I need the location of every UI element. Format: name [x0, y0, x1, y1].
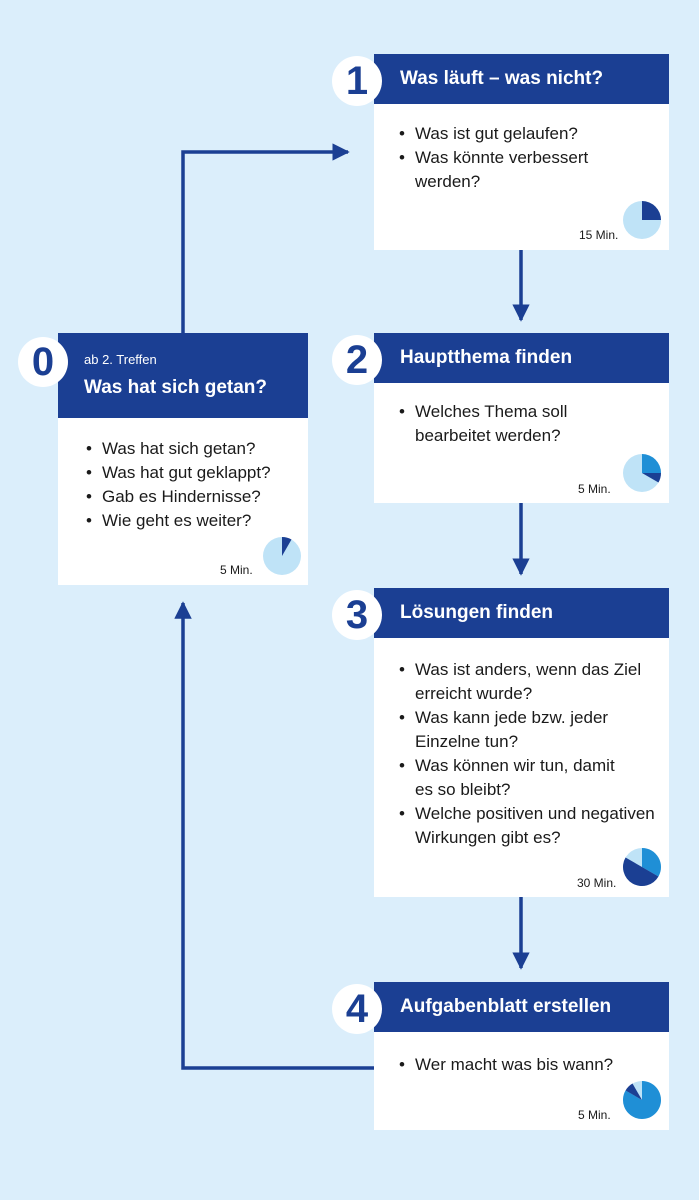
step-3-bullet: • Was ist anders, wenn das Ziel erreicht wurde? [399, 658, 645, 706]
step-2-number-badge: 2 [332, 335, 382, 385]
step-3-duration: 30 Min. [577, 876, 617, 890]
step-0-bullet: • Was hat gut geklappt? [86, 461, 301, 485]
step-3-bullet-list [399, 658, 669, 850]
step-1-duration: 15 Min. [579, 228, 619, 242]
step-3-header [374, 588, 669, 638]
step-4-title: Aufgabenblatt erstellen [400, 996, 612, 1017]
step-0-header [58, 333, 308, 418]
step-2-bullet-list [399, 400, 599, 448]
step-2-duration: 5 Min. [578, 482, 611, 496]
step-4-card [374, 982, 669, 1130]
step-2-card [374, 333, 669, 503]
step-1-title: Was läuft – was nicht? [400, 68, 604, 89]
step-4-time-pie [622, 1080, 662, 1120]
pie-current-slice [642, 201, 661, 220]
step-0-bullet-list [86, 437, 301, 533]
step-4-duration: 5 Min. [578, 1108, 611, 1122]
step-0-bullet: • Wie geht es weiter? [86, 509, 301, 533]
step-0-sublabel: ab 2. Treffen [84, 352, 157, 367]
step-4-bullet: • Wer macht was bis wann? [399, 1053, 659, 1077]
step-1-card [374, 54, 669, 250]
step-0-bullet: • Gab es Hindernisse? [86, 485, 301, 509]
step-1-header [374, 54, 669, 104]
pie-previous-slice [642, 454, 661, 473]
arrow-step0-to-step1 [183, 152, 348, 333]
step-1-bullet: • Was ist gut gelaufen? [399, 122, 629, 146]
step-4-bullet-list [399, 1053, 659, 1077]
step-3-title: Lösungen finden [400, 602, 554, 623]
step-1-number-badge: 1 [332, 56, 382, 106]
step-4-header [374, 982, 669, 1032]
step-3-bullet: • Welche positiven und negativen Wirkungen gibt es? [399, 802, 669, 850]
step-0-time-pie [262, 536, 302, 576]
step-3-bullet: • Was kann jede bzw. jeder Einzelne tun? [399, 706, 615, 754]
step-2-time-pie [622, 453, 662, 493]
step-2-bullet: • Welches Thema soll bearbeitet werden? [399, 400, 599, 448]
step-0-number-badge: 0 [18, 337, 68, 387]
step-1-bullet: • Was könnte verbessert werden? [399, 146, 629, 194]
step-3-bullet: • Was können wir tun, damit es so bleibt? [399, 754, 615, 802]
step-3-time-pie [622, 847, 662, 887]
step-1-time-pie [622, 200, 662, 240]
step-0-card [58, 333, 308, 585]
step-0-bullet: • Was hat sich getan? [86, 437, 301, 461]
step-0-title: Was hat sich getan? [84, 377, 267, 398]
step-0-duration: 5 Min. [220, 563, 253, 577]
step-2-title: Hauptthema finden [400, 347, 573, 368]
step-1-bullet-list [399, 122, 629, 194]
step-2-header [374, 333, 669, 383]
step-3-number-badge: 3 [332, 590, 382, 640]
step-4-number-badge: 4 [332, 984, 382, 1034]
step-3-card [374, 588, 669, 897]
